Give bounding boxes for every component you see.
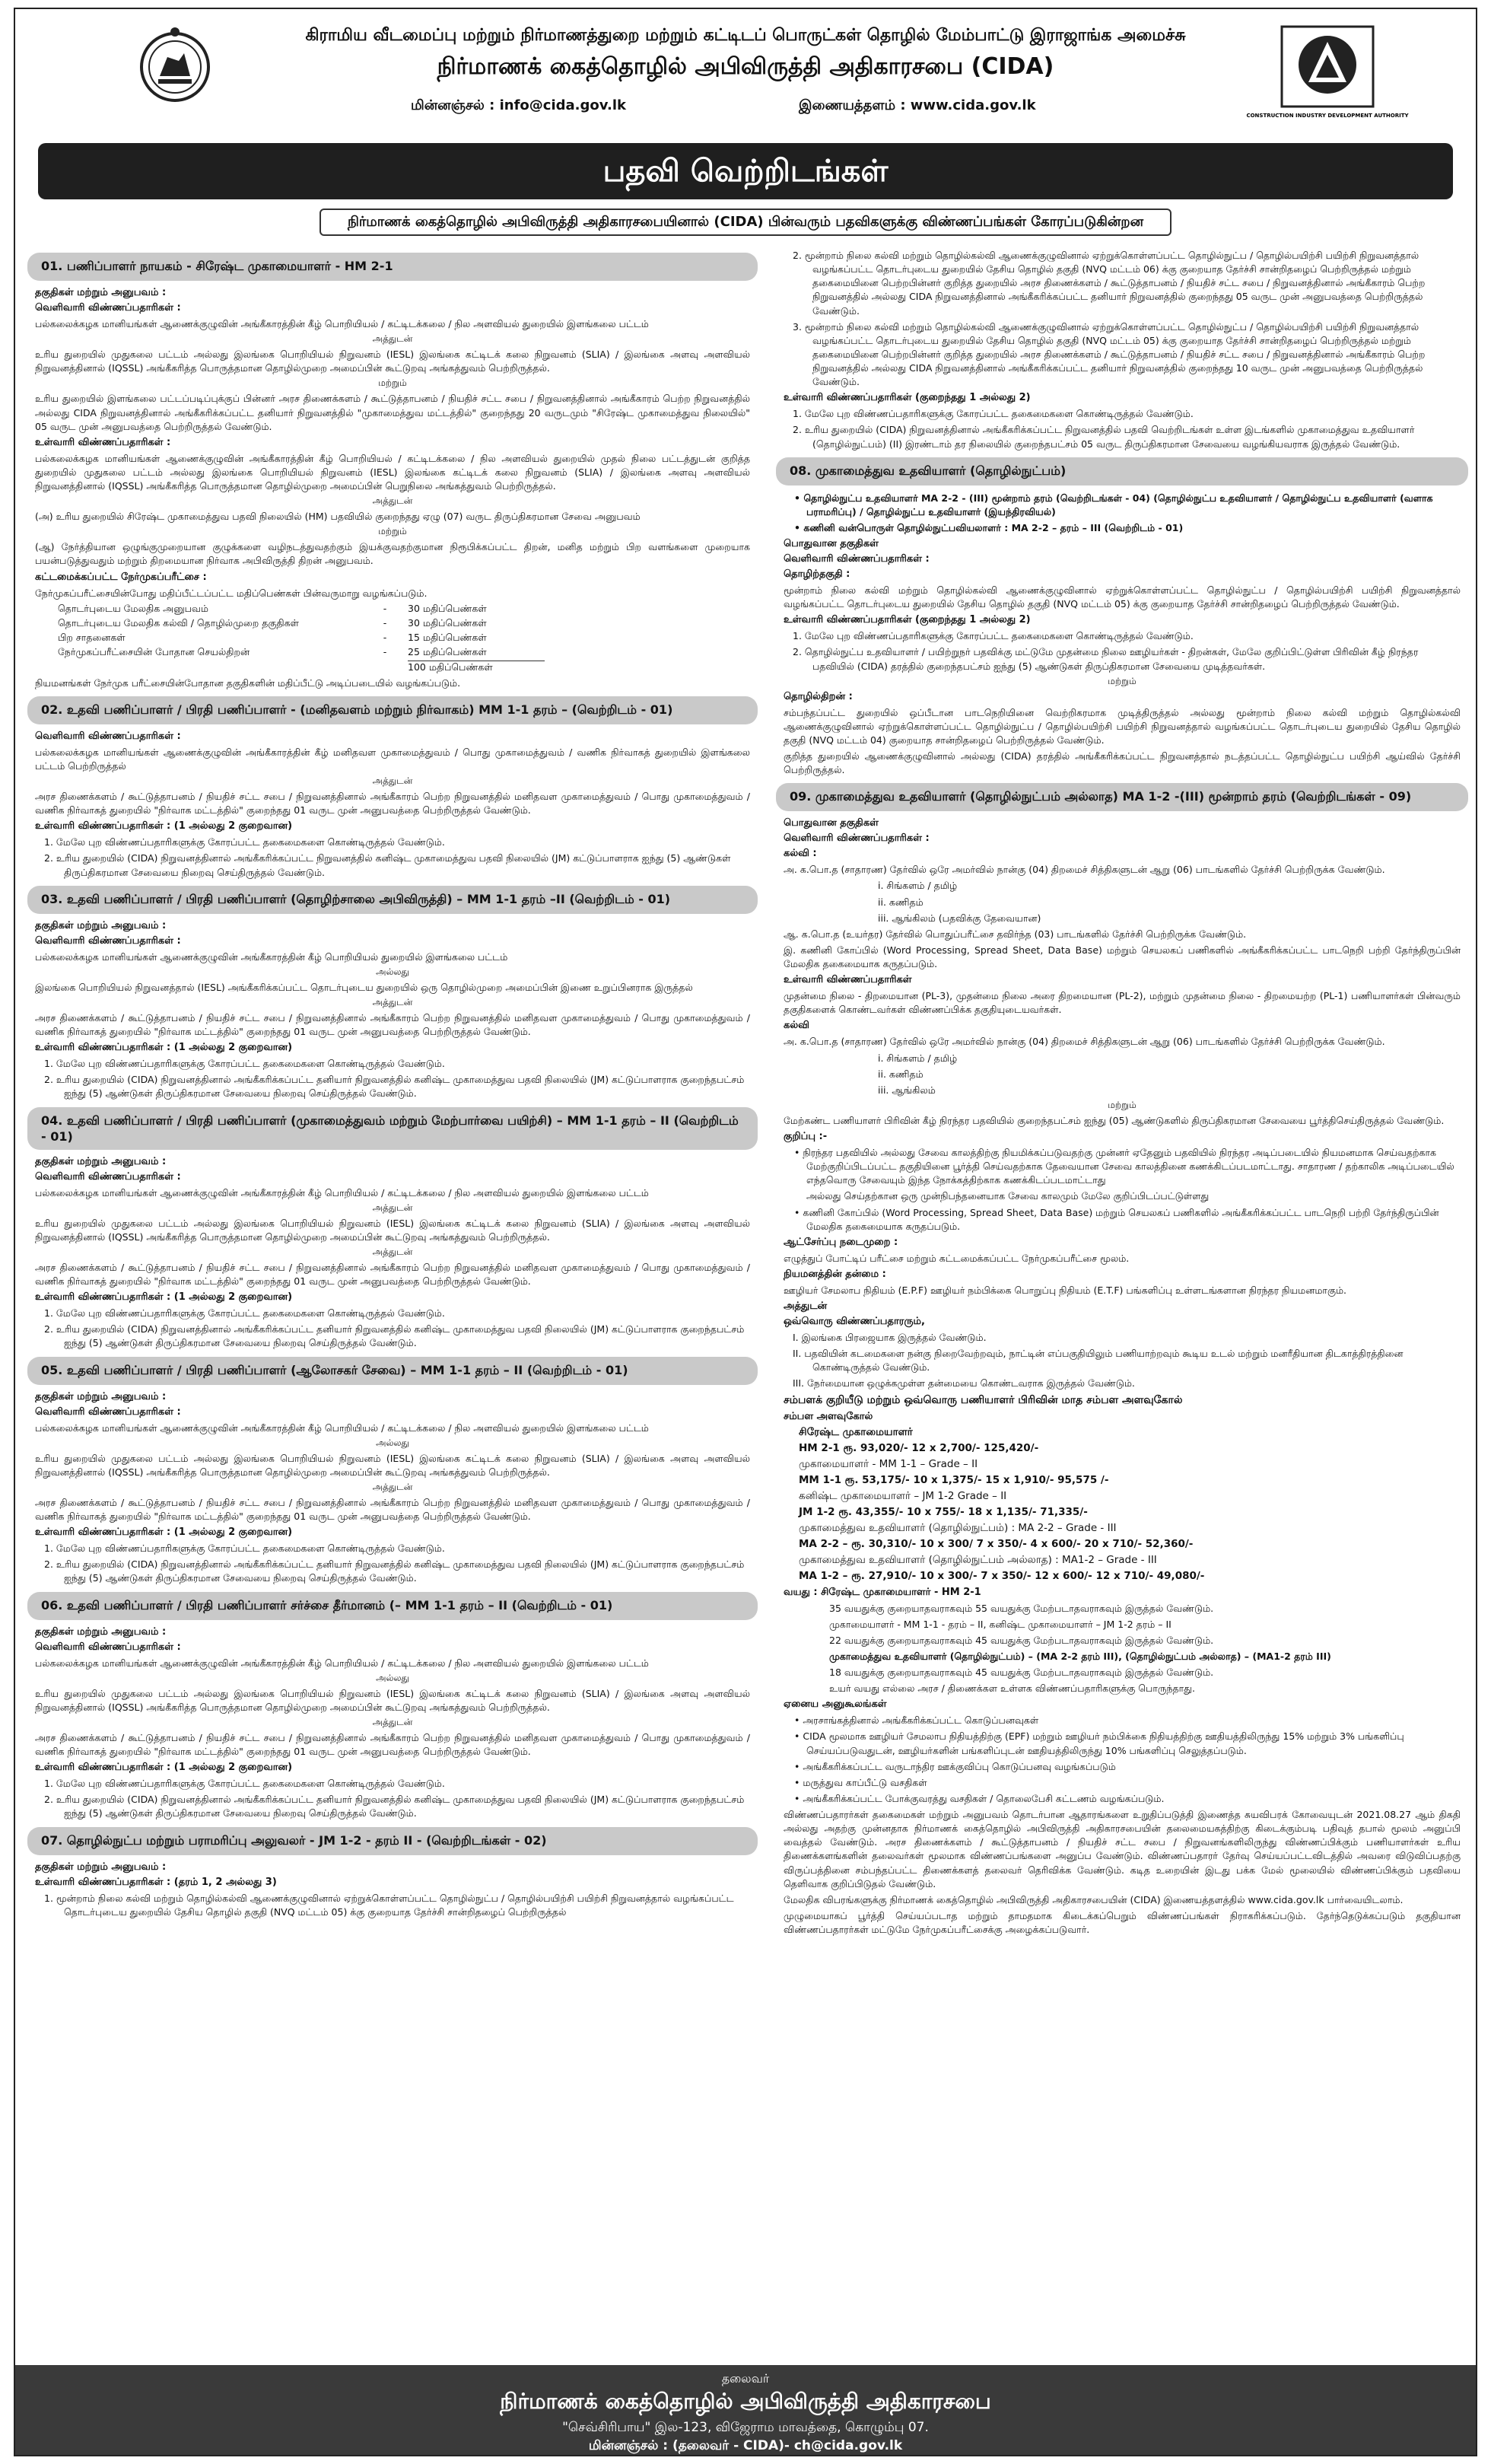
subject-item: ii. கணிதம் [878, 896, 924, 908]
paragraph: உரிய துறையில் முதுகலை பட்டம் அல்லது இலங்கை பொறியியல் நிறுவனம் (IESL) இலங்கை கட்டிடக் கலை நிறுவனம் (SLIA) / இலங்கை அளவு அளவியல் நிறுவனத்தினால் (IQSSL) அங்கீகரித்த பொருத்தமான தொழில்முறை அமைப்பின் கூட்டுறவு அங்கத்துவம் பெற்றிருத்தல். [35, 1687, 750, 1713]
list-item: 2. உரிய துறையில் (CIDA) நிறுவனத்தினால் அங்கீகரிக்கப்பட்ட தனியார் நிறுவனத்தில் கனிஷ்ட முகாமைத்துவ பதவி நிலையில் (JM) கட்டுப்பாளராக குறைந்தபட்சம் ஐந்து (5) ஆண்டுகள் திருப்திகரமான சேவையை நிறைவு செய்திருத்தல் வேண்டும். [44, 1794, 745, 1819]
list-item: 2. உரிய துறையில் (CIDA) நிறுவனத்தினால் அங்கீகரிக்கப்பட்ட தனியார் நிறுவனத்தில் கனிஷ்ட முகாமைத்துவ பதவி நிலையில் (JM) கட்டுப்பாளராக குறைந்தபட்சம் ஐந்து (5) ஆண்டுகள் திருப்திகரமான சேவையை நிறைவு செய்திருத்தல் வேண்டும். [44, 1323, 745, 1349]
education-label: கல்வி [784, 1020, 809, 1032]
paragraph: முழுமையாகப் பூர்த்தி செய்யப்படாத மற்றும் தாமதமாக கிடைக்கப்பெறும் விண்ணப்பங்கள் நிராகரிக்கப்படும். தேர்ந்தெடுக்கப்படும் தகுதியான விண்ணப்பதாரர்கள் மட்டுமே நேர்முகப்பரீட்சைக்கு அழைக்கப்படுவார். [784, 1909, 1461, 1935]
list-item: 1. மேலே புற விண்ணப்பதாரிகளுக்கு கோரப்பட்ட தகைமைகளை கொண்டிருத்தல் வேண்டும். [44, 1542, 445, 1555]
subject-item: iii. ஆங்கிலம் (பதவிக்கு தேவையான) [878, 912, 1041, 924]
internal-applicants-label: உள்வாரி விண்ணப்பதாரிகள் : (1 அல்லது 2 குறைவான) [35, 1042, 293, 1054]
list-item: 2. உரிய துறையில் (CIDA) நிறுவனத்தினால் அங்கீகரிக்கப்பட்ட நிறுவனத்தில் பதவி வெற்றிடங்கள் உள்ள இடங்களில் முகாமைத்துவ உதவியாளர் (தொழில்நுட்பம்) (II) இரண்டாம் தர நிலையில் குறைந்தபட்சம் 05 வருட திருப்திகரமான சேவையை வழங்கியவராக இருத்தல் வேண்டும். [793, 424, 1415, 450]
section-04-title: 04. உதவி பணிப்பாளர் / பிரதி பணிப்பாளர் (முகாமைத்துவம் மற்றும் மேற்பார்வை பயிற்சி) – MM 1-1 தரம் – II (வெற்றிடம் - 01) [27, 1107, 758, 1150]
list-item: 2. உரிய துறையில் (CIDA) நிறுவனத்தினால் அங்கீகரிக்கப்பட்ட தனியார் நிறுவனத்தில் கனிஷ்ட முகாமைத்துவ பதவி நிலையில் (JM) கட்டுப்பாளராக குறைந்தபட்சம் ஐந்து (5) ஆண்டுகள் திருப்திகரமான சேவையை நிறைவு செய்திருத்தல் வேண்டும். [44, 1074, 745, 1100]
benefit-item: • மருத்துவ காப்பீட்டு வசதிகள் [806, 1776, 1461, 1790]
conjunction: மற்றும் [1108, 675, 1137, 686]
salary-line: MM 1-1 ரூ. 53,175/- 10 x 1,375/- 15 x 1,910/- 95,575 /- [799, 1473, 1109, 1486]
marks-total: 100 மதிப்பெண்கள் [58, 661, 727, 674]
footer-authority: நிர்மாணக் கைத்தொழில் அபிவிருத்தி அதிகாரசபை [500, 2389, 991, 2414]
conjunction: அல்லது [376, 1672, 409, 1683]
paragraph: குறித்த துறையில் ஆணைக்குழுவினால் அல்லது (CIDA) தரத்தில் அங்கீகரிக்கப்பட்ட நிறுவனத்தால் நடத்தப்பட்ட தொழில்நுட்ப பயிற்சி ஆய்வில் தேர்ச்சி பெற்றிருத்தல். [784, 750, 1461, 776]
internal-applicants-label: உள்வாரி விண்ணப்பதாரிகள் (குறைந்தது 1 அல்லது 2) [784, 614, 1031, 626]
skills-label: தொழில்திறன் : [784, 690, 853, 702]
paragraph: 22 வயதுக்கு குறையாதவராகவும் 45 வயதுக்கு மேற்படாதவராகவும் இருத்தல் வேண்டும். [829, 1634, 1214, 1646]
external-applicants-label: வெளிவாரி விண்ணப்பதாரிகள் : [784, 553, 930, 565]
general-qualifications-label: பொதுவான தகுதிகள் [784, 817, 879, 829]
internal-applicants-label: உள்வாரி விண்ணப்பதாரிகள் : (1 அல்லது 2 குறைவான) [35, 1526, 293, 1539]
conjunction: அல்லது [376, 966, 409, 977]
list-item: I. இலங்கை பிரஜையாக இருத்தல் வேண்டும். [793, 1332, 987, 1343]
external-applicants-label: வெளிவாரி விண்ணப்பதாரிகள் : [35, 1641, 181, 1653]
conjunction: அத்துடன் [372, 1481, 413, 1492]
paragraph: மேலதிக விபரங்களுக்கு நிர்மாணக் கைத்தொழில் அபிவிருத்தி அதிகாரசபையின் (CIDA) இணையத்தளத்தில் www.cida.gov.lk பார்வையிடலாம். [784, 1893, 1404, 1905]
conjunction: அத்துடன் [372, 495, 413, 507]
sri-lanka-emblem-icon [137, 23, 213, 114]
salary-title: சம்பளக் குறியீடு மற்றும் ஒவ்வொரு பணியாளர் பிரிவின் மாத சம்பள அளவுகோல் [784, 1393, 1183, 1406]
internal-applicants-label: உள்வாரி விண்ணப்பதாரிகள் : (தரம் 1, 2 அல்லது 3) [35, 1876, 277, 1888]
vacancies-subtitle: நிர்மாணக் கைத்தொழில் அபிவிருத்தி அதிகாரசபையினால் (CIDA) பின்வரும் பதவிகளுக்கு விண்ணப்பங்கள் கோரப்படுகின்றன [320, 209, 1172, 236]
benefit-item: • அங்கீகரிக்கப்பட்ட வருடாந்திர ஊக்குவிப்பு கொடுப்பனவு வழங்கப்படும் [806, 1760, 1461, 1774]
authority-name: நிர்மாணக் கைத்தொழில் அபிவிருத்தி அதிகாரசபை (CIDA) [437, 53, 1054, 80]
marks-row: தொடர்புடைய மேலதிக அனுபவம் - 30 மதிப்பெண்கள் [58, 602, 487, 614]
paragraph: அ. க.பொ.த (சாதாரண) தேர்வில் ஒரே அமர்வில் நான்கு (04) திறமைச் சித்திகளுடன் ஆறு (06) பாடங்களில் தேர்ச்சி பெற்றிருக்க வேண்டும். [784, 1036, 1385, 1048]
marks-row: பிற சாதனைகள் - 15 மதிப்பெண்கள் [58, 631, 487, 643]
paragraph: நியமனங்கள் நேர்முக பரீட்சையின்போதான தகுதிகளின் மதிப்பீட்டு அடிப்படையில் வழங்கப்படும். [35, 676, 461, 689]
salary-line: முகாமைத்துவ உதவியாளர் (தொழில்நுட்பம்) : MA 2-2 – Grade - III [799, 1521, 1117, 1534]
subject-item: i. சிங்களம் / தமிழ் [878, 1052, 958, 1064]
paragraph: (அ) உரிய துறையில் சிரேஷ்ட முகாமைத்துவ பதவி நிலையில் (HM) பதவியில் குறைந்தது ஏழு (07) வருட திருப்திகரமான சேவை அனுபவம் [35, 511, 641, 523]
paragraph: உரிய துறையில் முதுகலை பட்டம் அல்லது இலங்கை பொறியியல் நிறுவனம் (IESL) இலங்கை கட்டிடக் கலை நிறுவனம் (SLIA) / இலங்கை அளவு அளவியல் நிறுவனத்தினால் (IQSSL) அங்கீகரித்த பொருத்தமான தொழில்முறை அமைப்பின் கூட்டுறவு அங்கத்துவம் பெற்றிருத்தல். [35, 1452, 750, 1478]
paragraph: அரச திணைக்களம் / கூட்டுத்தாபனம் / நியதிச் சட்ட சபை / நிறுவனத்தினால் அங்கீகாரம் பெற்ற நிறுவனத்தில் மனிதவள முகாமைத்துவம் / பொது முகாமைத்துவம் / வணிக நிர்வாகத் துறையில் "நிர்வாக மட்டத்தில்" குறைந்தது 01 வருட முன் அனுபவத்தை பெற்றிருத்தல் வேண்டும். [35, 1261, 750, 1287]
benefit-item: • அரசாங்கத்தினால் அங்கீகரிக்கப்பட்ட கொடுப்பனவுகள் [806, 1714, 1461, 1727]
list-item: 1. மேலே புற விண்ணப்பதாரிகளுக்கு கோரப்பட்ட தகைமைகளை கொண்டிருத்தல் வேண்டும். [44, 1778, 445, 1790]
subject-item: i. சிங்களம் / தமிழ் [878, 880, 958, 892]
subject-item: ii. கணிதம் [878, 1068, 924, 1080]
paragraph: உரிய துறையில் முதுகலை பட்டம் அல்லது இலங்கை பொறியியல் நிறுவனம் (IESL) இலங்கை கட்டிடக் கலை நிறுவனம் (SLIA) / இலங்கை அளவு அளவியல் நிறுவனத்தினால் (IQSSL) அங்கீகரித்த பொருத்தமான தொழில்முறை அமைப்பின் கூட்டுறவு அங்கத்துவம் பெற்றிருத்தல். [35, 349, 750, 374]
note-label: குறிப்பு :- [784, 1131, 828, 1142]
footer-title: தலைவர் [721, 2371, 770, 2386]
vacancies-banner: பதவி வெற்றிடங்கள் [38, 143, 1453, 199]
paragraph: பல்கலைக்கழக மானியங்கள் ஆணைக்குழுவின் அங்கீகாரத்தின் கீழ் பொறியியல் துறையில் இளங்கலை பட்டம் [35, 950, 508, 963]
qualifications-label: தகுதிகள் மற்றும் அனுபவம் : [35, 1390, 167, 1402]
age-title: வயது : சிரேஷ்ட முகாமையாளர் - HM 2-1 [784, 1586, 981, 1598]
external-applicants-label: வெளிவாரி விண்ணப்பதாரிகள் : [35, 302, 181, 314]
paragraph: எழுத்துப் போட்டிப் பரீட்சை மற்றும் கட்டமைக்கப்பட்ட நேர்முகப்பரீட்சை மூலம். [784, 1252, 1130, 1264]
paragraph: இலங்கை பொறியியல் நிறுவனத்தால் (IESL) அங்கீகரிக்கப்பட்ட தொடர்புடைய துறையில் ஒரு தொழில்முறை அமைப்பின் இணை உறுப்பினராக இருத்தல் [35, 981, 693, 993]
paragraph: முதன்மை நிலை - திறமையான (PL-3), முதன்மை நிலை அரை திறமையான (PL-2), மற்றும் முதன்மை நிலை - திறமையற்ற (PL-1) பணியாளர்கள் பின்வரும் தகுதிகளைக் கொண்டவர்கள் விண்ணப்பிக்க தகுதியுடையவர்கள். [784, 990, 1461, 1016]
list-item: 3. மூன்றாம் நிலை கல்வி மற்றும் தொழில்கல்வி ஆணைக்குழுவினால் ஏற்றுக்கொள்ளப்பட்ட தொழில்நுட்ப / தொழில்பயிற்சி பயிற்சி நிறுவனத்தால் வழங்கப்பட்ட தொடர்புடைய துறையில் தேசிய தொழில் தகுதி (NVQ மட்டம் 05) க்கு குறையாத தேர்ச்சி சான்றிதழைப் பெற்றிருத்தல் மற்றும் தகைமையினை பெற்றபின்னர் குறித்த துறையில் அரச திணைக்களம் / கூட்டுத்தாபனம் / நியதிச் சட்ட சபை / நிறுவனத்தினால் அங்கீகாரம் பெற்ற நிறுவனத்தில் அல்லது CIDA நிறுவனத்தினால் அங்கீகரிக்கப்பட்ட தனியார் நிறுவனத்தில் குறைந்தது 10 வருட முன் அனுபவத்தை பெற்றிருத்தல் வேண்டும். [793, 320, 1426, 388]
footer [15, 2365, 1476, 2455]
subject-item: iii. ஆங்கிலம் [878, 1084, 936, 1096]
paragraph: அ. க.பொ.த (சாதாரண) தேர்வில் ஒரே அமர்வில் நான்கு (04) திறமைச் சித்திகளுடன் ஆறு (06) பாடங்களில் தேர்ச்சி பெற்றிருக்க வேண்டும். [784, 864, 1385, 876]
footer-email: மின்னஞ்சல் : (தலைவர் - CIDA)- ch@cida.gov.lk [588, 2438, 903, 2453]
contact-website: இணையத்தளம் : www.cida.gov.lk [799, 97, 1036, 113]
paragraph: மேற்கண்ட பணியாளர் பிரிவின் கீழ் நிரந்தர பதவியில் குறைந்தபட்சம் ஐந்து (05) ஆண்டுகளில் திருப்திகரமான சேவையை பூர்த்திசெய்திருத்தல் வேண்டும். [784, 1114, 1445, 1126]
header [15, 9, 1476, 146]
internal-applicants-label: உள்வாரி விண்ணப்பதாரிகள் (குறைந்தது 1 அல்லது 2) [784, 392, 1031, 404]
list-item: 1. மேலே புற விண்ணப்பதாரிகளுக்கு கோரப்பட்ட தகைமைகளை கொண்டிருத்தல் வேண்டும். [793, 408, 1194, 420]
paragraph: 18 வயதுக்கு குறையாதவராகவும் 45 வயதுக்கு மேற்படாதவராகவும் இருத்தல் வேண்டும். [829, 1667, 1214, 1678]
internal-applicants-label: உள்வாரி விண்ணப்பதாரிகள் : (1 அல்லது 2 குறைவான) [35, 1762, 293, 1774]
internal-applicants-label: உள்வாரி விண்ணப்பதாரிகள் : (1 அல்லது 2 குறைவான) [35, 1291, 293, 1304]
contact-email: மின்னஞ்சல் : info@cida.gov.lk [411, 97, 626, 113]
cida-logo-icon [1246, 23, 1409, 129]
benefit-item: • அங்கீகரிக்கப்பட்ட போக்குவரத்து வசதிகள் / தொலைபேசி கட்டணம் வழங்கப்படும். [806, 1792, 1461, 1806]
paragraph: அரச திணைக்களம் / கூட்டுத்தாபனம் / நியதிச் சட்ட சபை / நிறுவனத்தினால் அங்கீகாரம் பெற்ற நிறுவனத்தில் மனிதவள முகாமைத்துவம் / பொது முகாமைத்துவம் / வணிக நிர்வாகத் துறையில் "நிர்வாக மட்டத்தில்" குறைந்தது 01 வருட முன் அனுபவத்தை பெற்றிருத்தல் வேண்டும். [35, 1011, 750, 1037]
paragraph: அரச திணைக்களம் / கூட்டுத்தாபனம் / நியதிச் சட்ட சபை / நிறுவனத்தினால் அங்கீகாரம் பெற்ற நிறுவனத்தில் மனிதவள முகாமைத்துவம் / பொது முகாமைத்துவம் / வணிக நிர்வாகத் துறையில் "நிர்வாக மட்டத்தில்" குறைந்தது 01 வருட முன் அனுபவத்தை பெற்றிருத்தல் வேண்டும். [35, 791, 750, 817]
note-item: • கணினி கோப்பில் (Word Processing, Spread Sheet, Data Base) மற்றும் செயலகப் பணிகளில் அங்கீகரிக்கப்பட்ட பாடநெறி பற்றி தேர்ந்திருப்பின் மேலதிக தகைமையாக கருதப்படும். [806, 1206, 1461, 1234]
salary-line: JM 1-2 ரூ. 43,355/- 10 x 755/- 18 x 1,135/- 71,335/- [799, 1505, 1088, 1518]
qualifications-label: தகுதிகள் மற்றும் அனுபவம் : [35, 1625, 167, 1638]
paragraph: சம்பந்தப்பட்ட துறையில் ஒப்பீடான பாடநெறியினை வெற்றிகரமாக முடித்திருத்தல் அல்லது மூன்றாம் நிலை கல்வி மற்றும் தொழில்கல்வி ஆணைக்குழுவினால் ஏற்றுக்கொள்ளப்பட்ட தொழில்நுட்ப / தொழில்பயிற்சி பயிற்சி நிறுவனத்தால் வழங்கப்பட்ட தொடர்புடைய துறையில் தேசிய தொழில் தகுதி (NVQ மட்டம் 04) குறையாத சான்றிதழைப் பெற்றிருத்தல் வேண்டும். [784, 706, 1461, 746]
conjunction: அத்துடன் [372, 1246, 413, 1257]
conjunction: அத்துடன் [372, 996, 413, 1008]
paragraph: உரிய துறையில் இளங்கலை பட்டப்படிப்புக்குப் பின்னர் அரச திணைக்களம் / கூட்டுத்தாபனம் / நியதிச் சட்ட சபை / நிறுவனத்தினால் அங்கீகாரம் பெற்ற நிறுவனத்தில் அல்லது CIDA நிறுவனத்தினால் அங்கீகரிக்கப்பட்ட தனியார் நிறுவனத்தில் "முகாமைத்துவ மட்டத்தில்" குறைந்தது 20 வருடமும் "சிரேஷ்ட முகாமைத்துவ நிலையில்" 05 வருட முன் அனுபவத்தை பெற்றிருத்தல் வேண்டும். [35, 393, 750, 432]
paragraph: முகாமைத்துவ உதவியாளர் (தொழில்நுட்பம்) – (MA 2-2 தரம் III), (தொழில்நுட்பம் அல்லாத) – (MA1-2 தரம் III) [829, 1650, 1331, 1662]
paragraph: ஆ. க.பொ.த (உயர்தர) தேர்வில் பொதுப்பரீட்சை தவிர்ந்த (03) பாடங்களில் தேர்ச்சி பெற்றிருக்க வேண்டும். [784, 928, 1247, 940]
qualifications-label: தகுதிகள் மற்றும் அனுபவம் : [35, 1155, 167, 1167]
section-03-title: 03. உதவி பணிப்பாளர் / பிரதி பணிப்பாளர் (தொழிற்சாலை அபிவிருத்தி) – MM 1-1 தரம் –II (வெற்றிடம் - 01) [27, 886, 758, 914]
section-02-title: 02. உதவி பணிப்பாளர் / பிரதி பணிப்பாளர் - (மனிதவளம் மற்றும் நிர்வாகம்) MM 1-1 தரம் – (வெற்றிடம் - 01) [27, 696, 758, 724]
position-item: • தொழில்நுட்ப உதவியாளர் MA 2-2 - (III) மூன்றாம் தரம் (வெற்றிடங்கள் - 04) (தொழில்நுட்ப உதவியாளர் / தொழில்நுட்ப உதவியாளர் (வளாக பராமரிப்பு) / தொழில்நுட்ப உதவியாளர் (இயந்திரவியல்) [806, 492, 1461, 519]
technical-qualification-label: தொழிற்தகுதி : [784, 568, 850, 580]
paragraph: பல்கலைக்கழக மானியங்கள் ஆணைக்குழுவின் அங்கீகாரத்தின் கீழ் பொறியியல் / கட்டிடக்கலை / நில அளவியல் துறையில் இளங்கலை பட்டம் [35, 1421, 649, 1434]
paragraph: பல்கலைக்கழக மானியங்கள் ஆணைக்குழுவின் அங்கீகாரத்தின் கீழ் பொறியியல் / கட்டிடக்கலை / நில அளவியல் துறையில் முதல் நிலை பட்டத்துடன் குறித்த துறையில் முதுகலை பட்டம் அல்லது இலங்கை பொறியியல் நிறுவனம் (IESL) இலங்கை கட்டிடக் கலை நிறுவனம் (SLIA) / இலங்கை அளவு அளவியல் நிறுவனத்தினால் (IQSSL) அங்கீகரித்த பொருத்தமான தொழில்முறை அமைப்பின் பெறுநிலை அங்கத்துவம் பெற்றிருத்தல். [35, 452, 750, 492]
benefit-item: • CIDA மூலமாக ஊழியர் சேமலாப நிதியத்திற்கு (EPF) மற்றும் ஊழியர் நம்பிக்கை நிதியத்திற்கு ஊதியத்திலிருந்து 15% மற்றும் 3% பங்களிப்பு செய்யப்படுவதுடன், ஊழியர்களின் பங்களிப்புடன் ஊதியத்திலிருந்து 10% பங்களிப்பு செலுத்தப்படும். [806, 1730, 1461, 1757]
list-item: 2. மூன்றாம் நிலை கல்வி மற்றும் தொழில்கல்வி ஆணைக்குழுவினால் ஏற்றுக்கொள்ளப்பட்ட தொழில்நுட்ப / தொழில்பயிற்சி பயிற்சி நிறுவனத்தால் வழங்கப்பட்ட தொடர்புடைய துறையில் தேசிய தொழில் தகுதி (NVQ மட்டம் 06) க்கு குறையாத தேர்ச்சி சான்றிதழைப் பெற்றிருத்தல் மற்றும் தகைமையினை பெற்றபின்னர் குறித்த துறையில் அரச திணைக்களம் / கூட்டுத்தாபனம் / நியதிச் சட்ட சபை / நிறுவனத்தினால் அங்கீகாரம் பெற்ற நிறுவனத்தில் அல்லது CIDA நிறுவனத்தினால் அங்கீகரிக்கப்பட்ட தனியார் நிறுவனத்தில் குறைந்தது 05 வருட முன் அனுபவத்தை பெற்றிருத்தல் வேண்டும். [793, 250, 1426, 317]
salary-line: கனிஷ்ட முகாமையாளர் – JM 1-2 Grade – II [799, 1489, 1007, 1502]
education-label: கல்வி : [784, 848, 817, 860]
conjunction: மற்றும் [378, 377, 407, 389]
external-applicants-label: வெளிவாரி விண்ணப்பதாரிகள் : [784, 832, 930, 845]
list-item: 1. மேலே புற விண்ணப்பதாரிகளுக்கு கோரப்பட்ட தகைமைகளை கொண்டிருத்தல் வேண்டும். [44, 1058, 445, 1070]
section-07-title: 07. தொழில்நுட்ப மற்றும் பராமரிப்பு அலுவலர் - JM 1-2 - தரம் II - (வெற்றிடங்கள் - 02) [27, 1827, 758, 1855]
section-09-title: 09. முகாமைத்துவ உதவியாளர் (தொழில்நுட்பம் அல்லாத) MA 1-2 -(III) மூன்றாம் தரம் (வெற்றிடங்கள் - 09) [776, 783, 1468, 811]
selection-label: கட்டமைக்கப்பட்ட நேர்முகப்பரீட்சை : [35, 571, 207, 583]
list-item: III. நேர்மையான ஒழுக்கமுள்ள தன்மையை கொண்டவராக இருத்தல் வேண்டும். [793, 1377, 1135, 1390]
paragraph: நேர்முகப்பரீட்சையின்போது மதிப்பீட்டப்பட்ட மதிப்பெண்கள் பின்வருமாறு வழங்கப்படும். [35, 587, 428, 599]
list-item: 1. மேலே புற விண்ணப்பதாரிகளுக்கு கோரப்பட்ட தகைமைகளை கொண்டிருத்தல் வேண்டும். [44, 836, 445, 848]
list-item: 2. உரிய துறையில் (CIDA) நிறுவனத்தினால் அங்கீகரிக்கப்பட்ட நிறுவனத்தில் கனிஷ்ட முகாமைத்துவ பதவி நிலையில் (JM) கட்டுப்பாளராக ஐந்து (5) ஆண்டுகள் திருப்திகரமான சேவையை நிறைவு செய்திருத்தல் வேண்டும். [44, 852, 731, 878]
paragraph: இ. கணினி கோப்பில் (Word Processing, Spread Sheet, Data Base) மற்றும் செயலகப் பணிகளில் அங்கீகரிக்கப்பட்ட பாடநெறி பற்றி தேர்ந்திருப்பின் மேலதிக தகைமையாக கருதப்படும். [784, 944, 1461, 969]
conjunction: அத்துடன் [784, 1300, 828, 1312]
paragraph: பல்கலைக்கழக மானியங்கள் ஆணைக்குழுவின் அங்கீகாரத்தின் கீழ் மனிதவள முகாமைத்துவம் / பொது முகாமைத்துவம் / வணிக நிர்வாகத் துறையில் இளங்கலை பட்டம் பெற்றிருத்தல் [35, 746, 750, 772]
list-item: 2. உரிய துறையில் (CIDA) நிறுவனத்தினால் அங்கீகரிக்கப்பட்ட தனியார் நிறுவனத்தில் கனிஷ்ட முகாமைத்துவ பதவி நிலையில் (JM) கட்டுப்பாளராக குறைந்தபட்சம் ஐந்து (5) ஆண்டுகள் திருப்திகரமான சேவையை நிறைவு செய்திருத்தல் வேண்டும். [44, 1558, 745, 1584]
paragraph: உயர் வயது எல்லை அரச / திணைக்கள உள்ளக விண்ணப்பதாரிகளுக்கு பொருந்தாது. [829, 1682, 1195, 1695]
salary-line: MA 2-2 – ரூ. 30,310/- 10 x 300/ 7 x 350/- 4 x 600/- 20 x 710/- 52,360/- [799, 1537, 1194, 1550]
left-column [27, 247, 758, 1921]
paragraph: 35 வயதுக்கு குறையாதவராகவும் 55 வயதுக்கு மேற்படாதவராகவும் இருத்தல் வேண்டும். [829, 1602, 1214, 1614]
section-01-title: 01. பணிப்பாளர் நாயகம் - சிரேஷ்ட முகாமையாளர் - HM 2-1 [27, 253, 758, 281]
external-applicants-label: வெளிவாரி விண்ணப்பதாரிகள் : [35, 1170, 181, 1183]
recruitment-label: ஆட்சேர்ப்பு நடைமுறை : [784, 1236, 898, 1248]
paragraph: அல்லது செய்தற்கான ஒரு முன்நிபந்தனையாக சேவை காலமும் மேலே குறிப்பிடப்பட்டுள்ளது [806, 1190, 1210, 1202]
salary-heading: சம்பள அளவுகோல் [784, 1410, 873, 1422]
terms-label: நியமனத்தின் தன்மை : [784, 1268, 886, 1280]
footer-address: "செவ்சிரிபாய" இல-123, விஜேராம மாவத்தை, கொழும்பு 07. [562, 2420, 929, 2435]
paragraph: பல்கலைக்கழக மானியங்கள் ஆணைக்குழுவின் அங்கீகாரத்தின் கீழ் பொறியியல் / கட்டிடக்கலை / நில அளவியல் துறையில் இளங்கலை பட்டம் [35, 1657, 649, 1669]
external-applicants-label: வெளிவாரி விண்ணப்பதாரிகள் : [35, 934, 181, 947]
general-qualifications-label: பொதுவான தகுதிகள் [784, 538, 879, 549]
conjunction: அத்துடன் [372, 1202, 413, 1213]
salary-line: HM 2-1 ரூ. 93,020/- 12 x 2,700/- 125,420/- [799, 1441, 1039, 1454]
salary-line: முகாமைத்துவ உதவியாளர் (தொழில்நுட்பம் அல்லாத) : MA1-2 – Grade - III [799, 1553, 1157, 1566]
salary-line: MA 1-2 – ரூ. 27,910/- 10 x 300/- 7 x 350/- 12 x 600/- 12 x 710/- 49,080/- [799, 1569, 1205, 1582]
internal-applicants-label: உள்வாரி விண்ணப்பதாரிகள் [784, 974, 912, 986]
conjunction: அத்துடன் [372, 333, 413, 345]
section-08-title: 08. முகாமைத்துவ உதவியாளர் (தொழில்நுட்பம்) [776, 457, 1468, 485]
internal-applicants-label: உள்வாரி விண்ணப்பதாரிகள் : [35, 436, 171, 448]
conjunction: அத்துடன் [372, 1716, 413, 1727]
internal-applicants-label: உள்வாரி விண்ணப்பதாரிகள் : (1 அல்லது 2 குறைவான) [35, 820, 293, 832]
conjunction: அல்லது [376, 1437, 409, 1448]
paragraph: ஊழியர் சேமலாப நிதியம் (E.P.F) ஊழியர் நம்பிக்கை பொறுப்பு நிதியம் (E.T.F) பங்களிப்பு உள்ளடங்களான நிரந்தர நியமனமாகும். [784, 1284, 1347, 1296]
external-applicants-label: வெளிவாரி விண்ணப்பதாரிகள் : [35, 730, 181, 742]
note-item: • நிரந்தர பதவியில் அல்லது சேவை காலத்திற்கு நியமிக்கப்படுவதற்கு முன்னர் ஏதேனும் பதவியில் நிரந்தர அடிப்படையில் நியமனமாக செய்வதற்காக மேற்குறிப்பிடப்பட்ட தகுதியினை பூர்த்தி செய்வதற்காக தேவையான சேவை காலத்தினை கணக்கிடப்படமாட்டாது. சாதாரண / தற்காலிக அடிப்படையில் எந்தவொரு சேவையும் இந்த நோக்கத்திற்காக கணக்கிடப்படமாட்டாது [806, 1146, 1461, 1187]
salary-line: சிரேஷ்ட முகாமையாளர் [799, 1425, 913, 1438]
paragraph: மூன்றாம் நிலை கல்வி மற்றும் தொழில்கல்வி ஆணைக்குழுவினால் ஏற்றுக்கொள்ளப்பட்ட தொழில்நுட்ப / தொழில்பயிற்சி பயிற்சி நிறுவனத்தால் வழங்கப்பட்ட தொடர்புடைய துறையில் தேசிய தொழில் தகுதி (NVQ மட்டம் 05) க்கு குறையாத தேர்ச்சி சான்றிதழைப் பெற்றிருத்தல் வேண்டும். [784, 584, 1461, 610]
conjunction: மற்றும் [378, 526, 407, 537]
paragraph: பல்கலைக்கழக மானியங்கள் ஆணைக்குழுவின் அங்கீகாரத்தின் கீழ் பொறியியல் / கட்டிடக்கலை / நில அளவியல் துறையில் இளங்கலை பட்டம் [35, 1186, 649, 1199]
paragraph: (ஆ) நேர்த்தியான ஒழுங்குமுறையான குழுக்களை வழிநடத்துவதற்கும் இயக்குவதற்குமான நிரூபிக்கப்பட்ட திறன், மனித மற்றும் பிற வளங்களை முறையாக பயன்படுத்துவதும் மற்றும் திறமையான நிர்வாக அபிவிருத்தி திறன் அனுபவம். [35, 541, 750, 567]
position-item: • கணினி வன்பொருள் தொழில்நுட்பவியலாளர் : MA 2-2 – தரம் – III (வெற்றிடம் - 01) [806, 521, 1461, 535]
qualifications-label: தகுதிகள் மற்றும் அனுபவம் : [35, 1861, 167, 1873]
marks-row: தொடர்புடைய மேலதிக கல்வி / தொழில்முறை தகுதிகள் - 30 மதிப்பெண்கள் [58, 616, 487, 629]
paragraph: அரச திணைக்களம் / கூட்டுத்தாபனம் / நியதிச் சட்ட சபை / நிறுவனத்தினால் அங்கீகாரம் பெற்ற நிறுவனத்தில் மனிதவள முகாமைத்துவம் / பொது முகாமைத்துவம் / வணிக நிர்வாகத் துறையில் "நிர்வாக மட்டத்தில்" குறைந்தது 01 வருட முன் அனுபவத்தை பெற்றிருத்தல் வேண்டும். [35, 1731, 750, 1757]
external-applicants-label: வெளிவாரி விண்ணப்பதாரிகள் : [35, 1405, 181, 1418]
advertisement-page [14, 8, 1477, 2456]
conjunction: மற்றும் [1108, 1099, 1137, 1110]
qualifications-label: தகுதிகள் மற்றும் அனுபவம் : [35, 919, 167, 931]
list-item: 1. மேலே புற விண்ணப்பதாரிகளுக்கு கோரப்பட்ட தகைமைகளை கொண்டிருத்தல் வேண்டும். [44, 1307, 445, 1320]
list-item: 1. மேலே புற விண்ணப்பதாரிகளுக்கு கோரப்பட்ட தகைமைகளை கொண்டிருத்தல் வேண்டும். [793, 630, 1194, 642]
list-item: 2. தொழில்நுட்ப உதவியாளர் / பயிற்றுநர் பதவிக்கு மட்டுமே முதன்மை நிலை ஊழியர்கள் - திறன்கள், மேலே குறிப்பிட்டுள்ள பிரிவின் கீழ் நிரந்தர பதவியில் (CIDA) தரத்தில் குறைந்தபட்சம் ஐந்து (5) ஆண்டுகள் திருப்திகரமான சேவையை முடித்தவர்கள். [793, 646, 1419, 672]
list-item: II. பதவியின் கடமைகளை நன்கு நிறைவேற்றவும், நாட்டின் எப்பகுதியிலும் பணியாற்றவும் கூடிய உடல் மற்றும் மனரீதியான திடகாத்திரத்தினை கொண்டிருத்தல் வேண்டும். [793, 1348, 1404, 1374]
other-benefits-label: ஏனைய அனுகூலங்கள் [784, 1698, 887, 1711]
qualifications-label: தகுதிகள் மற்றும் அனுபவம் : [35, 287, 167, 298]
section-05-title: 05. உதவி பணிப்பாளர் / பிரதி பணிப்பாளர் (ஆலோசகர் சேவை) – MM 1-1 தரம் – II (வெற்றிடம் - 01) [27, 1357, 758, 1385]
logo-caption: CONSTRUCTION INDUSTRY DEVELOPMENT AUTHORITY [1246, 113, 1409, 119]
marks-row: நேர்முகப்பரீட்சையின் போதான செயல்திறன் - 25 மதிப்பெண்கள் [58, 645, 487, 657]
salary-line: முகாமையாளர் - MM 1-1 – Grade – II [799, 1457, 978, 1470]
paragraph: உரிய துறையில் முதுகலை பட்டம் அல்லது இலங்கை பொறியியல் நிறுவனம் (IESL) இலங்கை கட்டிடக் கலை நிறுவனம் (SLIA) / இலங்கை அளவு அளவியல் நிறுவனத்தினால் (IQSSL) அங்கீகரித்த பொருத்தமான தொழில்முறை அமைப்பின் கூட்டுறவு அங்கத்துவம் பெற்றிருத்தல். [35, 1217, 750, 1243]
ministry-name: கிராமிய வீடமைப்பு மற்றும் நிர்மாணத்துறை மற்றும் கட்டிடப் பொருட்கள் தொழில் மேம்பாட்டு இராஜாங்க அமைச்சு [305, 26, 1186, 45]
paragraph: விண்ணப்பதாரர்கள் தகைமைகள் மற்றும் அனுபவம் தொடர்பான ஆதாரங்களை உறுதிப்படுத்தி இணைத்த சுயவிபரக் கோவையுடன் 2021.08.27 ஆம் திகதி அல்லது அதற்கு முன்னதாக நிர்மாணக் கைத்தொழில் அபிவிருத்தி அதிகாரசபையின் தலைமையகத்திற்கு கிடைக்கும்படி பதிவுத் தபால் மூலம் அனுப்பி வைத்தல் வேண்டும். அரச திணைக்களம் / கூட்டுத்தாபனம் / நியதிச் சட்ட சபை / நிறுவனங்களிலிருந்து விண்ணப்பிக்கும் பணியாளர்கள் உரிய திணைக்களங்களின் தலைவர்கள் மூலமாக விண்ணப்பங்களை அனுப்ப வேண்டும். விண்ணப்பதாரர் தேர்வு செய்யப்பட்டவிடத்தில் அவரை விடுவிப்பதற்கு விருப்பத்தினை சம்பந்தப்பட்ட திணைக்களத் தலைவர் தெரிவிக்க வேண்டும். கடித உறையின் இடது பக்க மேல் மூலையில் விண்ணப்பிக்கும் பதவியை தெளிவாக குறிப்பிடுதல் வேண்டும். [784, 1809, 1461, 1889]
paragraph: அரச திணைக்களம் / கூட்டுத்தாபனம் / நியதிச் சட்ட சபை / நிறுவனத்தினால் அங்கீகாரம் பெற்ற நிறுவனத்தில் மனிதவள முகாமைத்துவம் / பொது முகாமைத்துவம் / வணிக நிர்வாகத் துறையில் "நிர்வாக மட்டத்தில்" குறைந்தது 01 வருட முன் அனுபவத்தை பெற்றிருத்தல் வேண்டும். [35, 1496, 750, 1522]
each-applicant-label: ஒவ்வொரு விண்ணப்பதாரரும், [784, 1316, 925, 1327]
conjunction: அத்துடன் [372, 775, 413, 786]
section-06-title: 06. உதவி பணிப்பாளர் / பிரதி பணிப்பாளர் சர்ச்சை தீர்மானம் (– MM 1-1 தரம் – II (வெற்றிடம் - 01) [27, 1592, 758, 1620]
right-column [776, 247, 1468, 1939]
list-item: 1. மூன்றாம் நிலை கல்வி மற்றும் தொழில்கல்வி ஆணைக்குழுவினால் ஏற்றுக்கொள்ளப்பட்ட தொழில்நுட்ப / தொழில்பயிற்சி பயிற்சி நிறுவனத்தால் வழங்கப்பட்ட தொடர்புடைய துறையில் தேசிய தொழில் தகுதி (NVQ மட்டம் 05) க்கு குறையாத தேர்ச்சி சான்றிதழைப் பெற்றிருத்தல் [44, 1892, 734, 1918]
paragraph: முகாமையாளர் - MM 1-1 - தரம் – II, கனிஷ்ட முகாமையாளர் – JM 1-2 தரம் – II [829, 1618, 1172, 1630]
paragraph: பல்கலைக்கழக மானியங்கள் ஆணைக்குழுவின் அங்கீகாரத்தின் கீழ் பொறியியல் / கட்டிடக்கலை / நில அளவியல் துறையில் இளங்கலை பட்டம் [35, 318, 649, 329]
